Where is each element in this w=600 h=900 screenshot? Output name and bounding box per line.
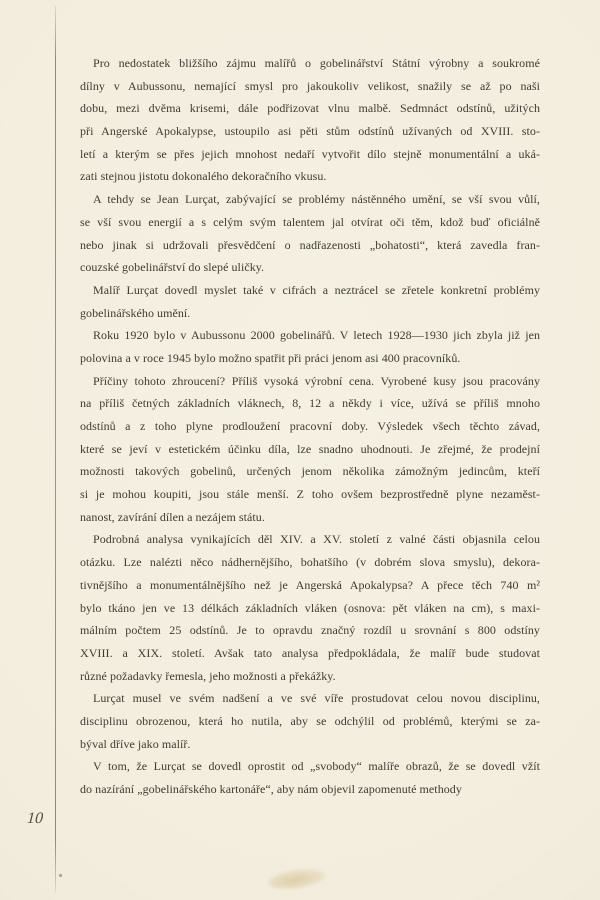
text-line: otázku. Lze nalézti něco nádhernějšího, bohatšího (v dobrém slova smyslu), dekora- [80,555,540,570]
text-line: se vší svou energií a s celým svým talentem jal otvírat oči těm, kdož buď oficiálně [80,214,540,229]
text-line: letí a kterým se přes jejich mnohost nedaří vytvořit dílo stejně monumentální a uká- [80,146,540,161]
text-line: gobelinářského umění. [80,305,191,320]
paragraph [80,370,540,529]
text-line: A tehdy se Jean Lurçat, zabývající se problémy nástěnného umění, se vší svou vůlí, [93,192,540,207]
text-line: zati stejnou jistotu dokonalého dekoračního vkusu. [80,169,327,184]
text-line: couzské gobelinářství do slepé uličky. [80,260,265,275]
paragraph [80,188,540,279]
body-text [80,52,540,801]
text-line: dílny v Aubussonu, nemající smysl pro jakoukoliv velikost, snažily se až po naši [80,78,540,93]
text-line: Podrobná analysa vynikajících děl XIV. a XV. století z valné části objasnila celou [93,532,540,547]
page-binding-line [55,6,56,892]
stain-mark [267,866,327,892]
ink-speck [59,874,62,877]
paragraph [80,324,540,369]
text-line: do nazírání „gobelinářského kartonáře“, aby nám objevil zapomenuté methody [80,782,462,796]
text-line: odstínů a z toho plyne prodloužení pracovní doby. Výsledek všech těchto závad, [80,419,540,433]
text-line: nebo jinak si udržovali přesvědčení o nadřazenosti „bohatosti“, která zavedla fran- [80,237,540,252]
paragraph [80,52,540,188]
text-line: Pro nedostatek bližšího zájmu malířů o gobelinářství Státní výrobny a soukromé [93,56,540,70]
text-line: bylo tkáno jen ve 13 délkách základních vláken (osnova: pět vláken na cm), s maxi- [80,600,540,615]
text-line: si je mohou koupiti, jsou stále menší. Z toho ovšem bezprostředně plyne nezaměst- [80,487,540,502]
text-line: nanost, zavírání dílen a nezájem státu. [80,509,265,524]
text-line: Příčiny tohoto zhroucení? Příliš vysoká výrobní cena. Vyrobené kusy jsou pracovány [93,373,540,388]
text-line: tivnějšího a monumentálnějšího než je Angerská Apokalypsa? A přece těch 740 m² [80,577,540,592]
paragraph [80,528,540,687]
text-line: Malíř Lurçat dovedl myslet také v cifrách a neztrácel se zřetele konkretní problémy [93,282,540,297]
text-line: býval dříve jako malíř. [80,736,191,751]
text-line: Roku 1920 bylo v Aubussonu 2000 gobelinářů. V letech 1928—1930 jich zbyla již jen [93,328,540,343]
text-line: dobu, mezi dvěma krisemi, dále podřizovat vlnu malbě. Sedmnáct odstínů, užitých [80,101,540,116]
text-line: které se jeví v estetickém účinku díla, lze snadno uhodnouti. Je zřejmé, že prodejní [80,441,540,456]
text-line: při Angerské Apokalypse, ustoupilo asi pěti stům odstínů užívaných od XVIII. sto- [80,124,540,139]
paragraph [80,687,540,755]
text-line: XVIII. a XIX. století. Avšak tato analysa předpokládala, že malíř bude studovat [80,645,540,660]
text-line: polovina a v roce 1945 bylo možno spatřit při práci jenom asi 400 pracovníků. [80,350,461,365]
text-line: na příliš četných základních vláknech, 8, 12 a někdy i více, užívá se příliš mnoho [80,396,540,411]
page-number: 10 [26,810,44,827]
text-line: disciplinu obrozenou, která ho nutila, aby se odchýlil od problémů, kterými se za- [80,713,540,728]
text-line: různé požadavky řemesla, jeho možnosti a překážky. [80,668,336,683]
text-line: V tom, že Lurçat se dovedl oprostit od „svobody“ malíře obrazů, že se dovedl vžít [93,759,540,774]
text-line: málním počtem 25 odstínů. Je to opravdu značný rozdíl u srovnání s 800 odstíny [80,623,540,638]
text-line: možnosti takových gobelinů, určených jenom několika zámožným jedincům, kteří [80,464,540,479]
paragraph [80,279,540,324]
text-line: Lurçat musel ve svém nadšení a ve své víře prostudovat celou novou disciplinu, [93,691,540,706]
paragraph [80,755,540,800]
